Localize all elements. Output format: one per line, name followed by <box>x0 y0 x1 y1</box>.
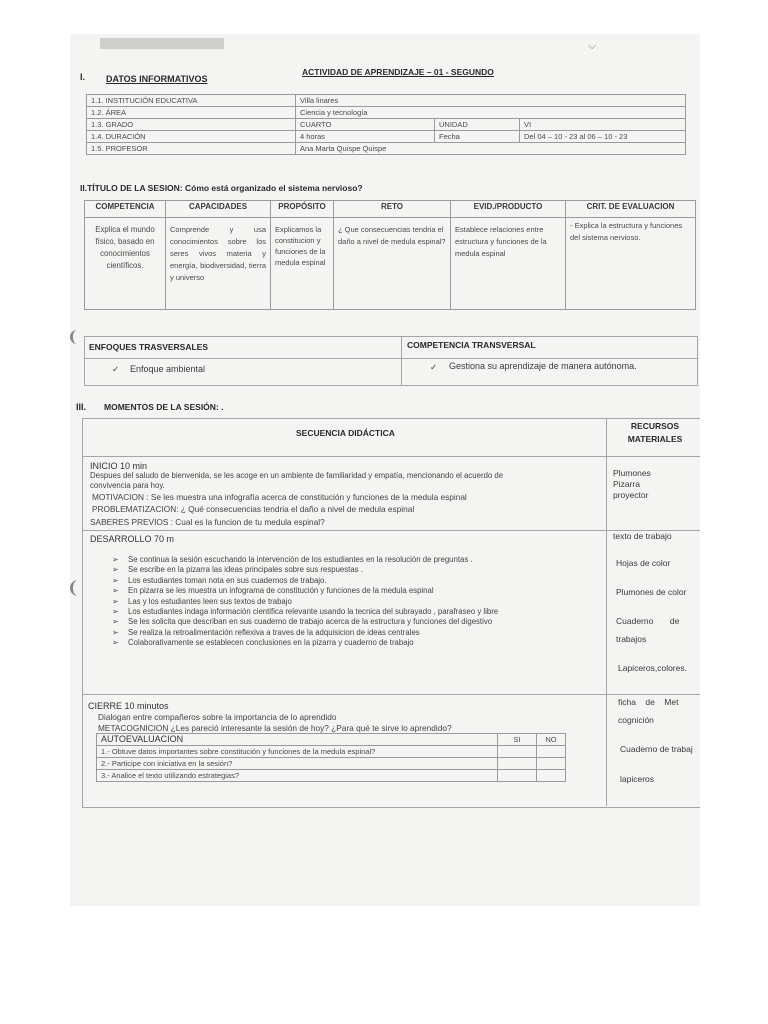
list-item-text: Se escribe en la pizarra las ideas principales sobre sus respuestas . <box>128 565 363 575</box>
margin-bracket-icon <box>70 580 81 596</box>
header-proposito: PROPÓSITO <box>271 201 334 218</box>
inicio-text-1: Despues del saludo de bienvenida, se les acoge en un ambiente de familiaridad y empatía, mencionando el acuerdo de <box>90 471 504 480</box>
info-table <box>86 94 686 155</box>
recursos-header: RECURSOS MATERIALES <box>627 421 683 444</box>
momentos-inicio-divider <box>82 530 700 531</box>
si-checkbox[interactable] <box>498 770 537 782</box>
info-row <box>87 119 686 131</box>
table-row <box>97 746 566 758</box>
bullet-icon: ➢ <box>112 575 119 585</box>
desarrollo-recurso: trabajos <box>616 634 647 644</box>
table-row <box>97 758 566 770</box>
bullet-icon: ➢ <box>112 586 119 596</box>
problematizacion: PROBLEMATIZACION: ¿ Qué consecuencias tendria el daño a nivel de medula espinal <box>92 504 415 514</box>
bullet-icon: ➢ <box>112 607 119 617</box>
session-title: II.TÍTULO DE LA SESION: Cómo está organizado el sistema nervioso? <box>80 183 363 193</box>
info-row <box>87 107 686 119</box>
header-criterios: CRIT. DE EVALUACION <box>566 201 696 218</box>
table-row <box>97 770 566 782</box>
autoevaluacion-header-row <box>97 734 566 746</box>
autoevaluacion-item: 3.- Analice el texto utilizando estrategias? <box>97 770 498 782</box>
inicio-recurso: Plumones <box>613 468 651 478</box>
inicio-recurso: Pizarra <box>613 479 640 489</box>
list-item-text: Se realiza la retroalimentación reflexiva a traves de la adquisicion de ideas centrales <box>128 627 420 637</box>
competencias-header-row <box>85 201 696 218</box>
info-label: 1.1. INSTITUCIÓN EDUCATIVA <box>87 95 296 107</box>
info-extra-value: VI <box>520 119 686 131</box>
competencia-transversal-header: COMPETENCIA TRANSVERSAL <box>407 340 536 350</box>
no-checkbox[interactable] <box>537 758 566 770</box>
bullet-icon: ➢ <box>112 638 119 648</box>
list-item-text: Los estudiantes toman nota en sus cuadernos de trabajo. <box>128 575 327 585</box>
bullet-icon: ➢ <box>112 555 119 564</box>
list-item-text: Las y los estudiantes leen sus textos de trabajo <box>128 596 292 606</box>
inicio-title: INICIO 10 min <box>90 461 148 471</box>
si-header: SI <box>498 734 537 746</box>
list-item-text: Los estudiantes indaga información cientifica relevante usando la tecnica del subrayado , parafraseo y libre <box>128 607 499 617</box>
momentos-desarrollo-divider <box>82 694 700 695</box>
enfoques-divider-v <box>401 336 402 385</box>
list-item <box>112 597 498 607</box>
section-1-number: I. <box>80 72 86 82</box>
scan-smudge <box>100 38 224 49</box>
competencia-transversal-value: Gestiona su aprendizaje de manera autónoma. <box>449 361 637 371</box>
cierre-text: Dialogan entre compañeros sobre la importancia de lo aprendido <box>98 712 337 722</box>
si-checkbox[interactable] <box>498 758 537 770</box>
info-row <box>87 131 686 143</box>
cell-proposito: Explicamos la constitucion y funciones de la medula espinal <box>271 218 334 310</box>
autoevaluacion-item: 1.- Obtuve datos importantes sobre constitución y funciones de la medula espinal? <box>97 746 498 758</box>
list-item <box>112 576 498 586</box>
info-extra-label: UNIDAD <box>435 119 520 131</box>
list-item <box>112 628 498 638</box>
cierre-title: CIERRE 10 minutos <box>88 701 169 711</box>
no-checkbox[interactable] <box>537 746 566 758</box>
info-label: 1.4. DURACIÓN <box>87 131 296 143</box>
list-item <box>112 586 498 596</box>
header-capacidades: CAPACIDADES <box>166 201 271 218</box>
cell-evidencia: Establece relaciones entre estructura y funciones de la medula espinal <box>451 218 566 310</box>
metacognicion: METACOGNICION ¿Les pareció interesante la sesión de hoy? ¿Para qué te sirve lo aprendido? <box>98 723 452 733</box>
cierre-recurso: lapiceros <box>620 774 655 784</box>
info-value: Ciencia y tecnología <box>296 107 686 119</box>
info-label: 1.3. GRADO <box>87 119 296 131</box>
list-item <box>112 607 498 617</box>
desarrollo-recurso: Plumones de color <box>616 587 687 597</box>
info-row <box>87 143 686 155</box>
bullet-icon: ➢ <box>112 596 119 606</box>
info-extra-value: Del 04 – 10 - 23 al 06 – 10 - 23 <box>520 131 686 143</box>
list-item-text: En pizarra se les muestra un infograma de constitución y funciones de la medula espinal <box>128 586 434 596</box>
inicio-recurso: proyector <box>613 490 649 500</box>
cierre-recurso: Cuaderno de trabaj <box>620 744 693 754</box>
desarrollo-recurso: Cuaderno de <box>616 616 680 626</box>
bullet-icon: ➢ <box>112 565 119 575</box>
desarrollo-recurso: texto de trabajo <box>613 531 672 541</box>
autoevaluacion-table <box>96 733 566 782</box>
header-competencia: COMPETENCIA <box>85 201 166 218</box>
desarrollo-list <box>112 555 498 649</box>
enfoques-header: ENFOQUES TRASVERSALES <box>89 342 209 352</box>
no-checkbox[interactable] <box>537 770 566 782</box>
section-3-title: MOMENTOS DE LA SESIÓN: . <box>104 402 224 412</box>
saberes-previos: SABERES PREVIOS : Cual es la funcion de tu medula espinal? <box>90 517 325 527</box>
info-value: Ana Marta Quispe Quispe <box>296 143 686 155</box>
cierre-recurso: cognición <box>618 715 654 725</box>
list-item <box>112 565 498 575</box>
desarrollo-title: DESARROLLO 70 m <box>90 534 175 544</box>
cell-reto: ¿ Que consecuencias tendria el daño a nivel de medula espinal? <box>334 218 451 310</box>
corner-mark-icon: ⌵ <box>588 40 597 52</box>
header-evidencia: EVID./PRODUCTO <box>451 201 566 218</box>
section-3-number: III. <box>76 402 87 412</box>
info-value: 4 horas <box>296 131 435 143</box>
momentos-col-divider <box>606 418 607 806</box>
info-value: CUARTO <box>296 119 435 131</box>
competencias-table <box>84 200 696 310</box>
info-label: 1.2. ÁREA <box>87 107 296 119</box>
cell-criterios: - Explica la estructura y funciones del sistema nervioso. <box>566 218 696 310</box>
cell-capacidades: Comprende y usa conocimientos sobre los seres vivos materia y energía, biodiversidad, tierra y universo <box>166 218 271 310</box>
cell-competencia: Explica el mundo físico, basado en conocimientos científicos. <box>85 218 166 310</box>
motivacion: MOTIVACION : Se les muestra una infografía acerca de constitución y funciones de la medula espinal <box>92 492 467 502</box>
cierre-recurso: ficha de Met <box>618 697 679 707</box>
activity-title: ACTIVIDAD DE APRENDIZAJE – 01 - SEGUNDO <box>302 67 494 77</box>
competencias-row <box>85 218 696 310</box>
desarrollo-recurso: Lapiceros,colores. <box>618 663 687 673</box>
list-item <box>112 638 498 648</box>
no-header: NO <box>537 734 566 746</box>
info-extra-label: Fecha <box>435 131 520 143</box>
bullet-icon: ➢ <box>112 617 119 627</box>
info-label: 1.5. PROFESOR <box>87 143 296 155</box>
list-item <box>112 555 498 565</box>
list-item-text: Colaborativamente se establecen conclusiones en la pizarra y cuaderno de trabajo <box>128 638 414 648</box>
check-icon: ✓ <box>430 362 438 372</box>
info-value: Villa linares <box>296 95 686 107</box>
inicio-text-2: convivencia para hoy. <box>90 481 165 490</box>
enfoques-divider-h <box>84 358 697 359</box>
enfoque-value: Enfoque ambiental <box>130 364 206 374</box>
margin-bracket-icon <box>70 330 81 344</box>
secuencia-header: SECUENCIA DIDÁCTICA <box>296 428 395 438</box>
autoevaluacion-header: AUTOEVALUACION <box>97 734 498 746</box>
autoevaluacion-item: 2.- Participe con iniciativa en la sesión? <box>97 758 498 770</box>
momentos-header-divider <box>82 456 700 457</box>
desarrollo-recurso: Hojas de color <box>616 558 671 568</box>
check-icon: ✓ <box>112 364 120 374</box>
list-item-text: Se continua la sesión escuchando la intervención de los estudiantes en la resolución de preguntas . <box>128 555 473 564</box>
list-item-text: Se les solicita que describan en sus cuaderno de trabajo acerca de la estructura y funciones del digestivo <box>128 617 493 627</box>
header-reto: RETO <box>334 201 451 218</box>
bullet-icon: ➢ <box>112 627 119 637</box>
info-row <box>87 95 686 107</box>
section-1-title: DATOS INFORMATIVOS <box>106 74 208 84</box>
list-item <box>112 617 498 627</box>
si-checkbox[interactable] <box>498 746 537 758</box>
